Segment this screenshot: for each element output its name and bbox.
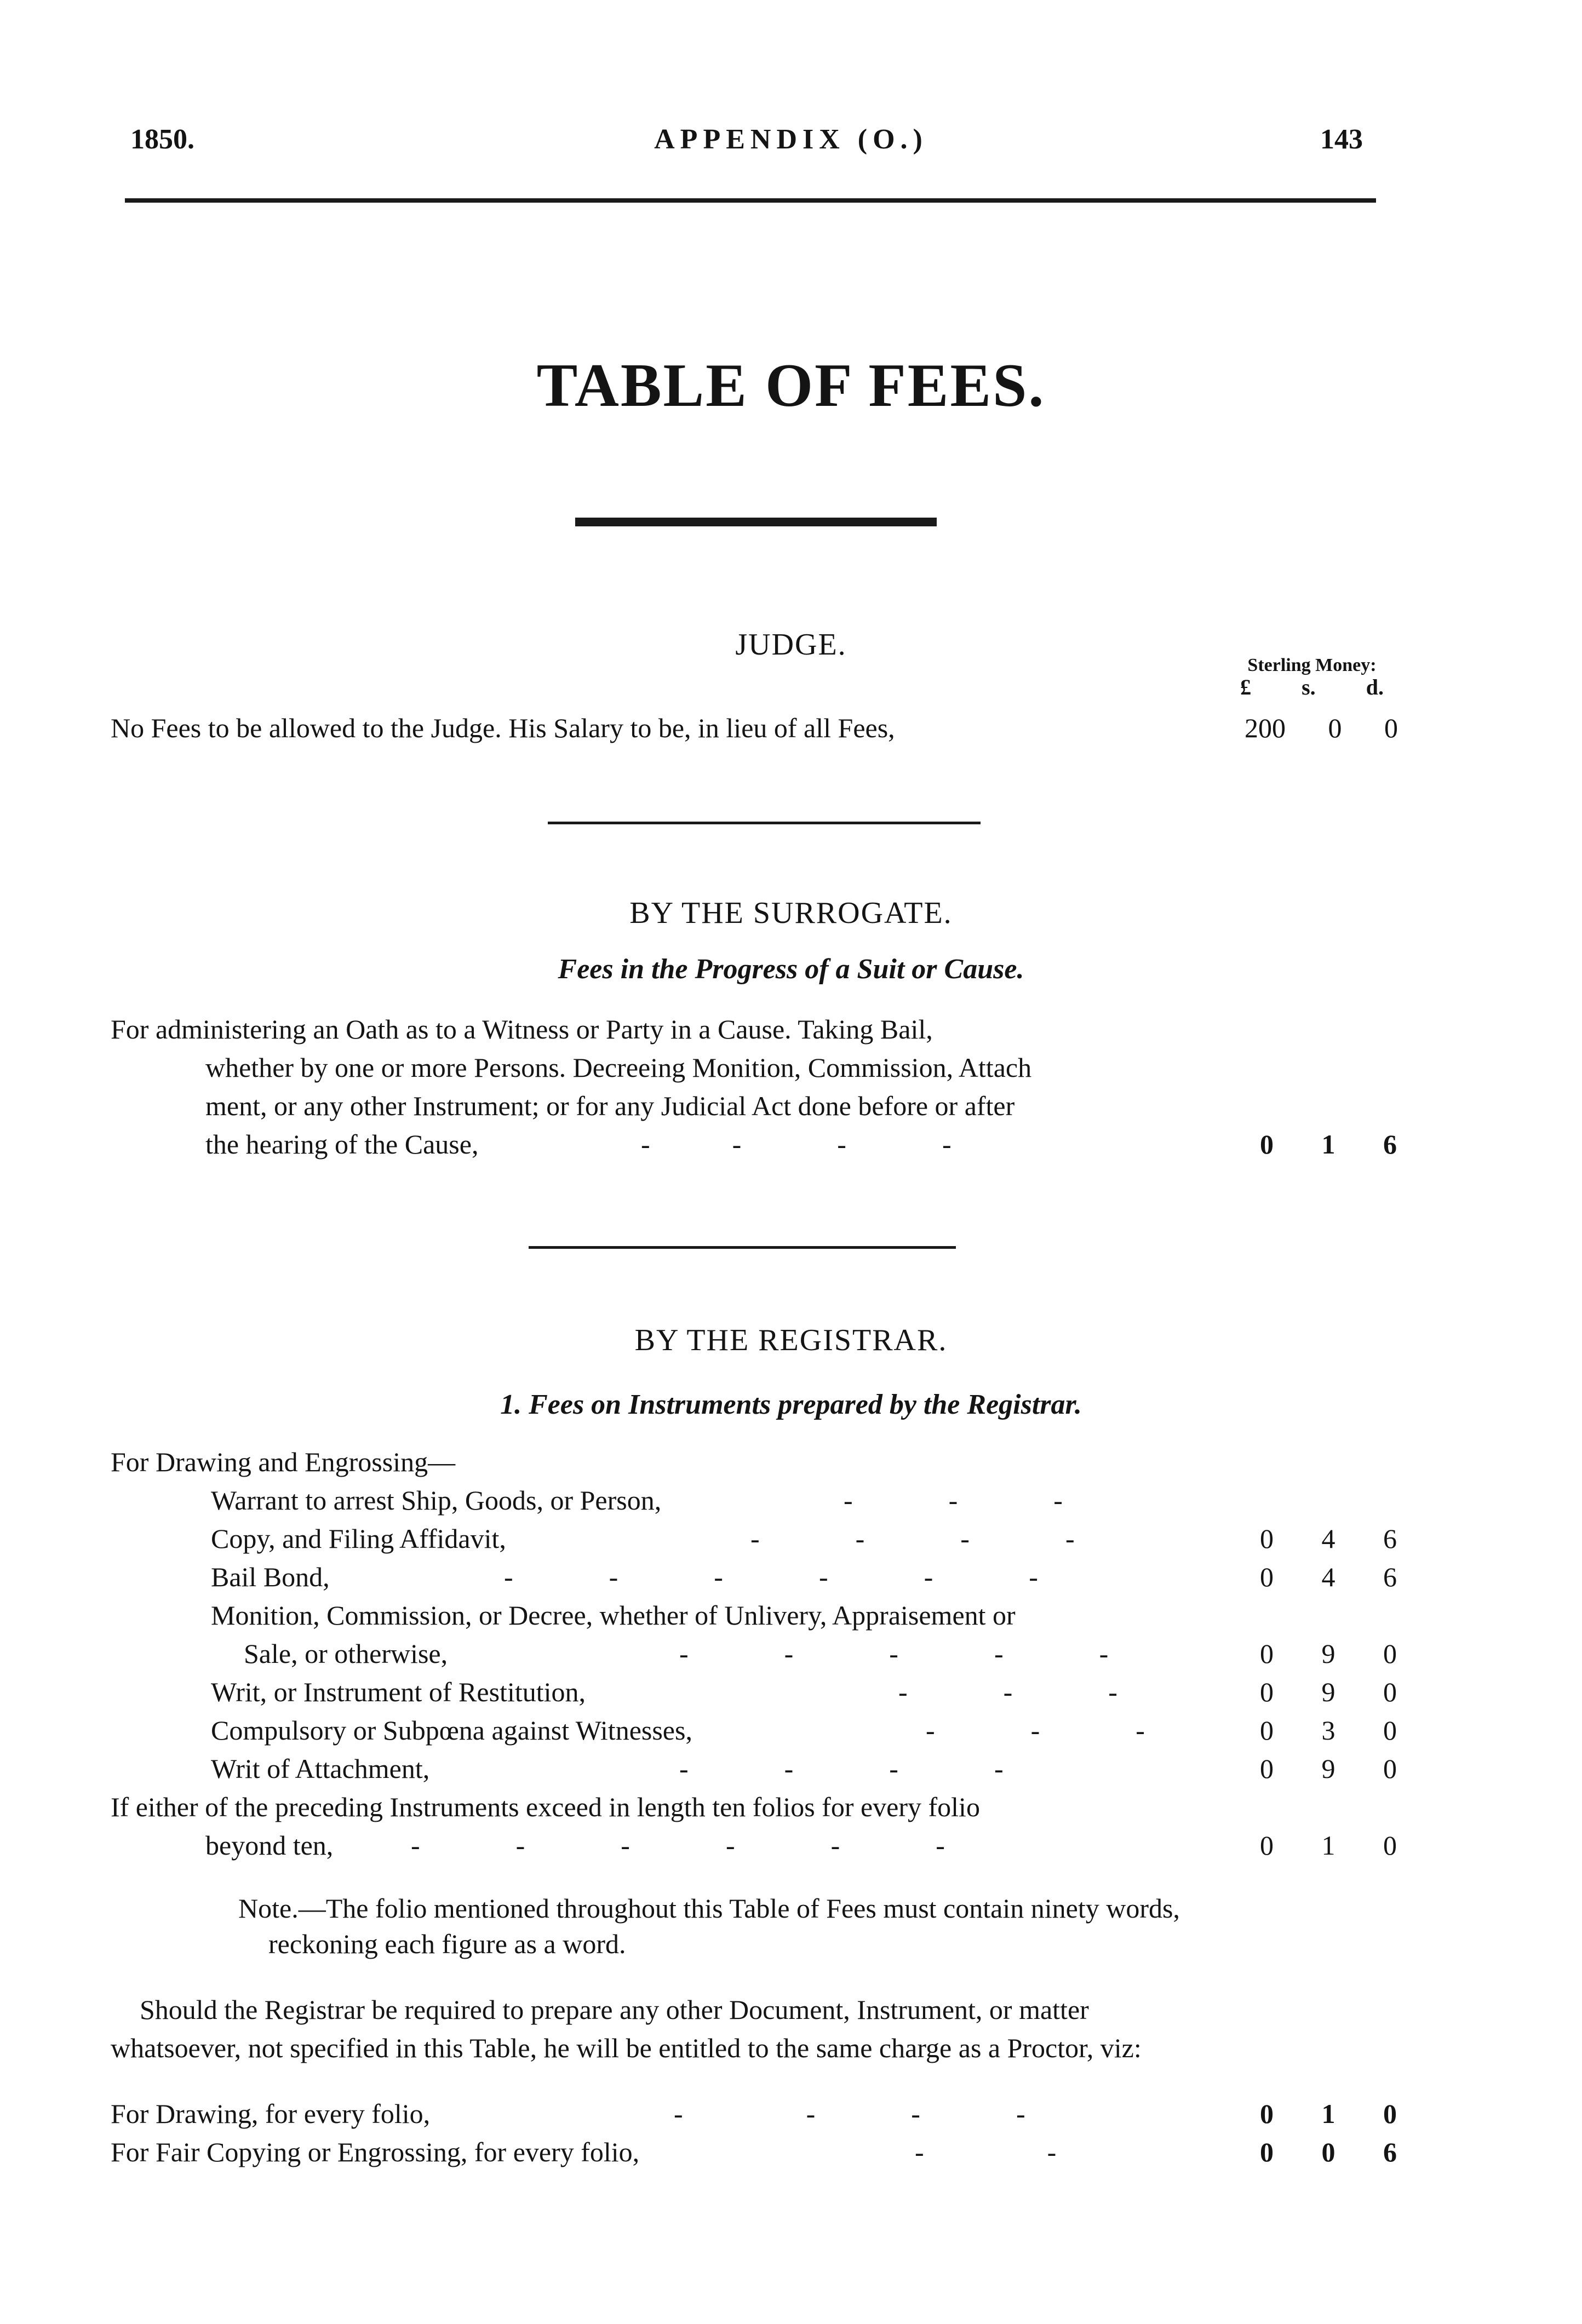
registrar-intro: For Drawing and Engrossing— xyxy=(111,1447,456,1477)
fee-item-amount xyxy=(1260,1561,1397,1593)
title-rule xyxy=(575,518,937,526)
proctor-item-amount xyxy=(1260,2098,1397,2130)
col-pence: d. xyxy=(1366,675,1384,699)
amount-shillings: 1 xyxy=(1321,2098,1335,2129)
leader-dots: - - - - - xyxy=(679,1638,1109,1669)
amount-pence: 0 xyxy=(1383,1715,1397,1746)
fee-item-label: Writ of Attachment, xyxy=(211,1753,430,1784)
amount-shillings: 0 xyxy=(1328,713,1342,743)
proctor-item-label: For Drawing, for every folio, xyxy=(111,2098,431,2129)
excess-line-1: If either of the preceding Instruments exceed in length ten folios for every folio xyxy=(111,1792,980,1822)
surrogate-heading: BY THE SURROGATE. xyxy=(629,896,953,930)
excess-line-2: beyond ten, xyxy=(205,1830,334,1861)
other-line-1: Should the Registrar be required to prepare any other Document, Instrument, or matter xyxy=(140,1994,1089,2025)
section-rule xyxy=(548,822,981,824)
amount-shillings: 9 xyxy=(1321,1753,1335,1784)
amount-pence: 6 xyxy=(1383,1129,1397,1160)
proctor-item-label: For Fair Copying or Engrossing, for every folio, xyxy=(111,2137,640,2167)
header-year: 1850. xyxy=(130,124,194,155)
amount-pence: 0 xyxy=(1383,1638,1397,1669)
leader-dots: - - - - xyxy=(750,1523,1075,1554)
judge-text: No Fees to be allowed to the Judge. His Salary to be, in lieu of all Fees, xyxy=(111,713,895,743)
section-rule xyxy=(529,1246,956,1249)
leader-dots: - - - xyxy=(926,1715,1145,1746)
leader-dots: - - - - - - xyxy=(504,1562,1038,1592)
amount-pounds: 0 xyxy=(1260,2137,1274,2167)
fee-item-label: Copy, and Filing Affidavit, xyxy=(211,1523,506,1554)
header-rule xyxy=(125,198,1376,203)
fee-item-label: Warrant to arrest Ship, Goods, or Person, xyxy=(211,1485,662,1516)
amount-shillings: 4 xyxy=(1321,1523,1335,1554)
header-page-number: 143 xyxy=(1320,124,1363,155)
amount-pence: 0 xyxy=(1384,713,1398,743)
amount-pounds: 0 xyxy=(1260,1830,1274,1861)
proctor-item-amount xyxy=(1260,2136,1397,2168)
fee-item-label: Bail Bond, xyxy=(211,1562,330,1592)
surrogate-line-1: For administering an Oath as to a Witness or Party in a Cause. Taking Bail, xyxy=(111,1014,933,1045)
surrogate-subheading: Fees in the Progress of a Suit or Cause. xyxy=(558,954,1024,985)
note-line-1: Note.—The folio mentioned throughout this Table of Fees must contain ninety words, xyxy=(238,1893,1180,1924)
col-shillings: s. xyxy=(1302,675,1316,699)
amount-shillings: 1 xyxy=(1321,1830,1335,1861)
amount-pence: 0 xyxy=(1383,1830,1397,1861)
amount-pounds: 0 xyxy=(1260,1715,1274,1746)
amount-shillings: 3 xyxy=(1321,1715,1335,1746)
money-label: Sterling Money: xyxy=(1247,655,1377,675)
amount-shillings: 0 xyxy=(1321,2137,1335,2167)
amount-shillings: 9 xyxy=(1321,1677,1335,1707)
leader-dots: - - - xyxy=(844,1485,1063,1516)
leader-dots: - - xyxy=(915,2137,1057,2167)
amount-pounds: 0 xyxy=(1260,1638,1274,1669)
surrogate-line-3: ment, or any other Instrument; or for any Judicial Act done before or after xyxy=(205,1091,1015,1121)
judge-heading: JUDGE. xyxy=(735,628,847,662)
fee-item-label: Monition, Commission, or Decree, whether of Unlivery, Appraisement or xyxy=(211,1600,1016,1631)
amount-pence: 6 xyxy=(1383,1562,1397,1592)
amount-pounds: 0 xyxy=(1260,2098,1274,2129)
amount-pounds: 0 xyxy=(1260,1753,1274,1784)
leader-dots: - - - - xyxy=(679,1753,1004,1784)
fee-item-amount xyxy=(1260,1753,1397,1784)
money-header xyxy=(1222,655,1402,698)
registrar-subheading: 1. Fees on Instruments prepared by the Registrar. xyxy=(500,1389,1082,1420)
fee-item-label: Writ, or Instrument of Restitution, xyxy=(211,1677,586,1707)
fee-item-amount xyxy=(1260,1638,1397,1669)
fee-item-label: Sale, or otherwise, xyxy=(244,1638,448,1669)
amount-pounds: 0 xyxy=(1260,1677,1274,1707)
amount-pounds: 0 xyxy=(1260,1129,1274,1160)
amount-pence: 0 xyxy=(1383,1677,1397,1707)
amount-shillings: 4 xyxy=(1321,1562,1335,1592)
amount-pence: 6 xyxy=(1383,1523,1397,1554)
col-pounds: £ xyxy=(1240,675,1251,699)
surrogate-line-2: whether by one or more Persons. Decreeing Monition, Commission, Attach xyxy=(205,1052,1032,1083)
registrar-heading: BY THE REGISTRAR. xyxy=(634,1323,948,1357)
leader-dots: - - - xyxy=(898,1677,1117,1707)
judge-amount xyxy=(1245,712,1398,744)
fee-item-amount xyxy=(1260,1714,1397,1746)
amount-shillings: 1 xyxy=(1321,1129,1335,1160)
leader-dots: - - - - - - xyxy=(411,1830,945,1861)
amount-pounds: 0 xyxy=(1260,1562,1274,1592)
page-title: TABLE OF FEES. xyxy=(536,352,1046,420)
amount-pence: 0 xyxy=(1383,2098,1397,2129)
amount-pounds: 0 xyxy=(1260,1523,1274,1554)
leader-dots: - - - - xyxy=(641,1129,952,1160)
excess-amount xyxy=(1260,1829,1397,1861)
leader-dots: - - - - xyxy=(674,2098,1025,2129)
surrogate-line-4: the hearing of the Cause, xyxy=(205,1129,479,1160)
fee-item-label: Compulsory or Subpœna against Witnesses, xyxy=(211,1715,692,1746)
amount-pence: 6 xyxy=(1383,2137,1397,2167)
other-line-2: whatsoever, not specified in this Table, he will be entitled to the same charge as a Proctor, viz: xyxy=(111,2033,1142,2063)
amount-shillings: 9 xyxy=(1321,1638,1335,1669)
amount-pounds: 200 xyxy=(1245,713,1286,743)
surrogate-amount xyxy=(1260,1128,1397,1160)
fee-item-amount xyxy=(1260,1523,1397,1554)
note-line-2: reckoning each figure as a word. xyxy=(268,1929,626,1959)
header-title: APPENDIX (O.) xyxy=(654,124,928,155)
fee-item-amount xyxy=(1260,1676,1397,1708)
amount-pence: 0 xyxy=(1383,1753,1397,1784)
